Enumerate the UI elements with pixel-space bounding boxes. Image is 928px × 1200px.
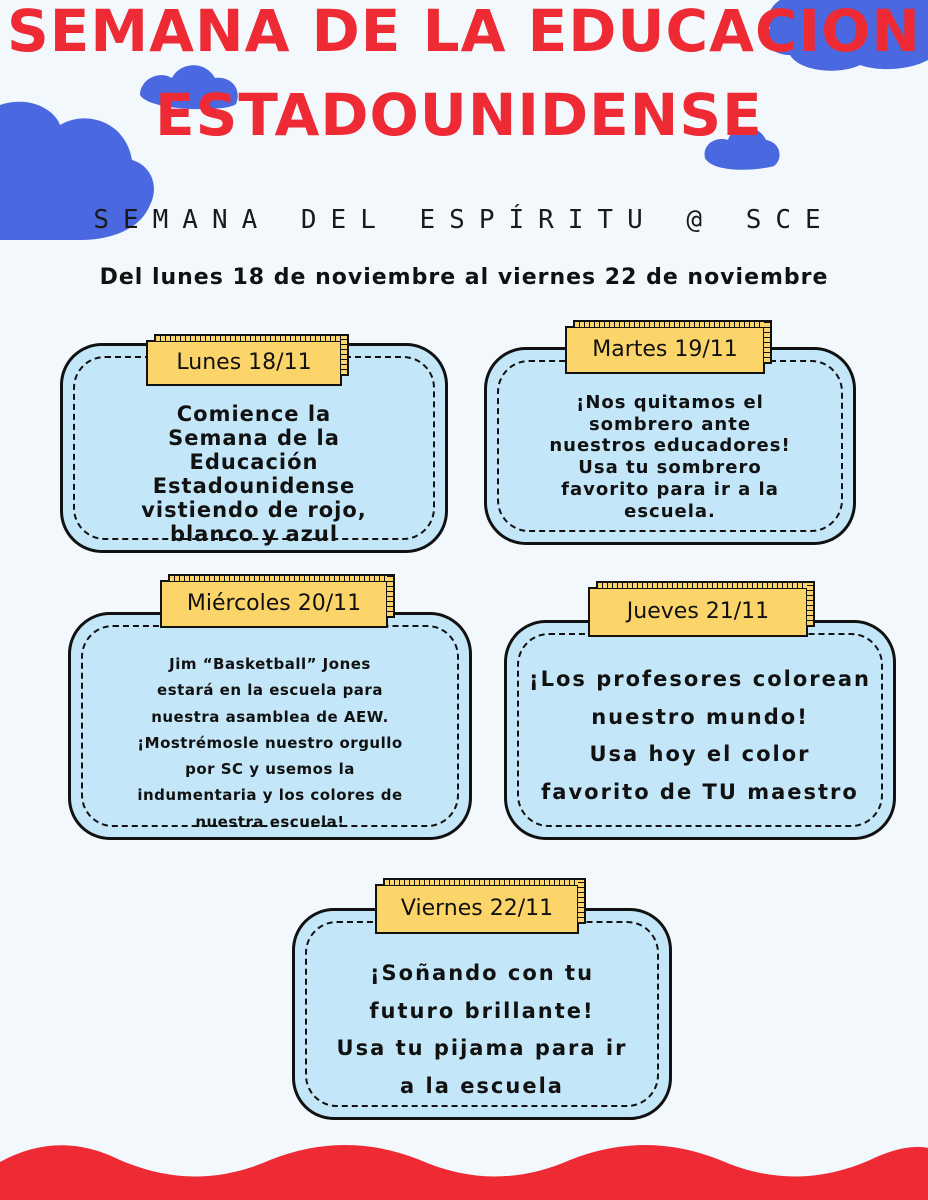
day-card-text: ¡Los profesores colorean nuestro mundo! Usa hoy el color favorito de TU maestro	[529, 667, 871, 804]
day-tag-thursday: Jueves 21/11	[588, 587, 808, 637]
day-card-text: Jim “Basketball” Jones estará en la escuela para nuestra asamblea de AEW. ¡Mostrémosle nuestro orgullo por SC y usemos la indumentaria y los colores de nuestra escuela!	[137, 655, 403, 831]
day-card-wednesday	[68, 612, 472, 840]
page-title-line2: ESTADOUNIDENSE	[155, 81, 763, 149]
day-card-text: ¡Soñando con tu futuro brillante! Usa tu pijama para ir a la escuela	[336, 961, 628, 1098]
day-card-text: Comience la Semana de la Educación Estadounidense vistiendo de rojo, blanco y azul	[141, 402, 367, 546]
day-card-thursday	[504, 620, 896, 840]
page-title-line1: SEMANA DE LA EDUCACION	[7, 0, 921, 65]
day-card-tuesday	[484, 347, 856, 545]
day-card-friday	[292, 908, 672, 1120]
date-range: Del lunes 18 de noviembre al viernes 22 de noviembre	[99, 265, 829, 290]
day-tag-monday: Lunes 18/11	[146, 340, 342, 386]
spirit-week-subtitle: SEMANA DEL ESPÍRITU @ SCE	[93, 205, 835, 235]
day-tag-friday: Viernes 22/11	[375, 884, 579, 934]
day-card-text: ¡Nos quitamos el sombrero ante nuestros educadores! Usa tu sombrero favorito para ir a la escuela.	[549, 392, 791, 522]
day-tag-wednesday: Miércoles 20/11	[160, 580, 388, 628]
wave-bottom	[0, 1145, 928, 1200]
day-tag-tuesday: Martes 19/11	[565, 326, 765, 374]
